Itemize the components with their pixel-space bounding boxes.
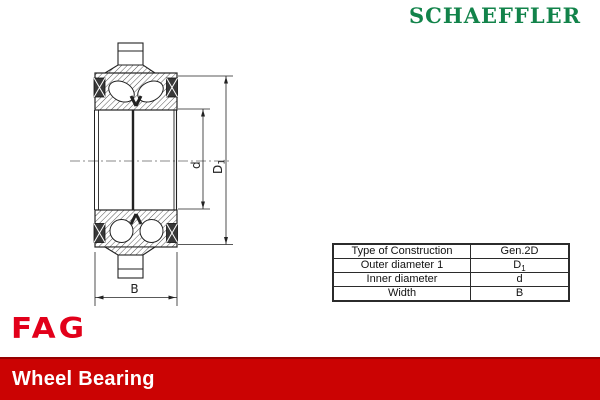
- spec-label: Inner diameter: [333, 273, 471, 287]
- bore-lines: [95, 110, 177, 210]
- top-stem: [118, 43, 143, 66]
- spec-label: Type of Construction: [333, 244, 471, 259]
- spec-value: $D_1$: [471, 259, 570, 273]
- dim-label-d: d: [189, 161, 203, 169]
- schaeffler-logo: SCHAEFFLER: [409, 3, 582, 28]
- dim-label-b: B: [130, 282, 139, 296]
- bottom-stem: [118, 255, 143, 278]
- spec-value: B: [471, 287, 570, 302]
- product-title: Wheel Bearing: [12, 368, 155, 390]
- table-row: [333, 273, 569, 287]
- spec-label: Width: [333, 287, 471, 302]
- spec-label: Outer diameter 1: [333, 259, 471, 273]
- dim-b: [95, 296, 177, 300]
- dim-d: [201, 109, 205, 209]
- footer-bar: [0, 357, 600, 400]
- bottom-shoulder: [105, 247, 155, 255]
- table-row: [333, 244, 569, 259]
- bearing-diagram-svg: [55, 33, 250, 311]
- fag-logo: FAG: [11, 312, 88, 346]
- spec-table: [332, 243, 570, 302]
- table-row: [333, 259, 569, 273]
- table-row: [333, 287, 569, 302]
- bearing-drawing: [55, 33, 250, 311]
- spec-value: d: [471, 273, 570, 287]
- top-shoulder: [105, 65, 155, 73]
- dim-label-d1: $D_1$: [211, 159, 228, 174]
- spec-value: Gen.2D: [471, 244, 570, 259]
